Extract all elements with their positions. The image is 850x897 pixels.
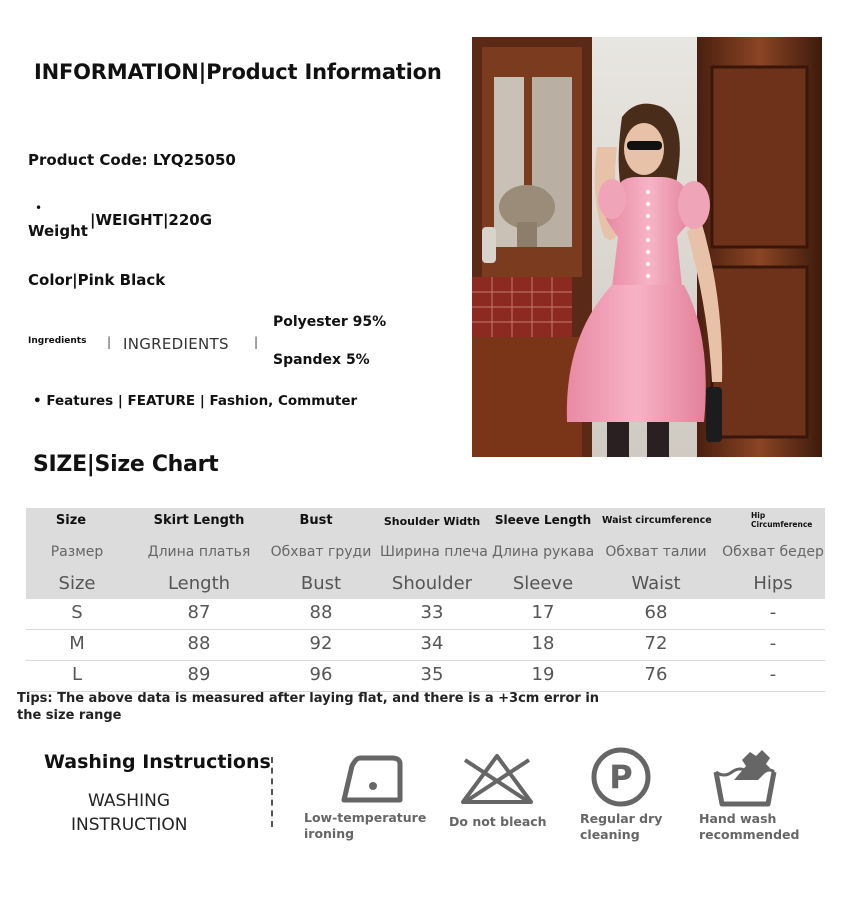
ingredient-polyester: Polyester 95% <box>273 314 387 330</box>
cell-hips: - <box>769 664 777 685</box>
size-table <box>26 508 825 692</box>
col-length-en: Skirt Length <box>153 513 245 528</box>
col-waist-en: Waist circumference <box>602 515 712 526</box>
col-sleeve-short: Sleeve <box>512 573 574 594</box>
dry-clean-label <box>580 811 662 843</box>
iron-label <box>304 810 426 842</box>
size-table-header <box>26 508 825 599</box>
product-code: Product Code: LYQ25050 <box>28 151 236 169</box>
dry-clean-label-line1: Regular dry <box>580 811 663 826</box>
cell-sleeve: 19 <box>531 664 555 685</box>
washing-subtitle-line1: WASHING <box>88 791 170 811</box>
washing-subtitle-line2: INSTRUCTION <box>71 815 188 835</box>
cell-bust: 96 <box>309 664 333 685</box>
product-photo <box>472 37 822 457</box>
col-size-ru: Размер <box>50 544 104 560</box>
weight-bullet: • <box>35 201 43 215</box>
iron-low-temperature-icon <box>338 752 406 810</box>
info-heading: INFORMATION|Product Information <box>34 60 442 84</box>
col-length-short: Length <box>167 573 231 594</box>
dry-clean-label-line2: cleaning <box>580 827 640 842</box>
cell-size: L <box>71 664 83 685</box>
bleach-label <box>449 814 547 830</box>
col-hips-short: Hips <box>753 573 793 594</box>
cell-waist: 72 <box>644 633 668 654</box>
ingredient-spandex: Spandex 5% <box>273 352 370 368</box>
iron-label-line2: ironing <box>304 826 355 841</box>
washing-divider <box>271 757 273 827</box>
washing-title: Washing Instructions <box>44 751 271 773</box>
cell-sleeve: 18 <box>531 633 555 654</box>
cell-length: 89 <box>187 664 211 685</box>
features-line: • Features | FEATURE | Fashion, Commuter <box>33 393 358 409</box>
col-shoulder-en: Shoulder Width <box>383 515 481 528</box>
cell-sleeve: 17 <box>531 602 555 623</box>
cell-size: M <box>69 633 85 654</box>
col-sleeve-ru: Длина рукава <box>492 544 595 560</box>
col-length-ru: Длина платья <box>147 544 251 560</box>
col-hips-en: Hip Circumference <box>751 511 813 529</box>
cell-length: 88 <box>187 633 211 654</box>
cell-hips: - <box>769 633 777 654</box>
cell-length: 87 <box>187 602 211 623</box>
col-waist-short: Waist <box>631 573 681 594</box>
color-value: Color|Pink Black <box>28 271 166 289</box>
cell-bust: 92 <box>309 633 333 654</box>
size-chart-heading: SIZE|Size Chart <box>33 452 219 477</box>
ingredients-label: INGREDIENTS <box>123 335 229 353</box>
cell-hips: - <box>769 602 777 623</box>
cell-shoulder: 33 <box>420 602 444 623</box>
hand-wash-label-line2: recommended <box>699 827 800 842</box>
weight-label: Weight <box>28 222 88 240</box>
cell-shoulder: 35 <box>420 664 444 685</box>
col-bust-en: Bust <box>299 513 333 528</box>
table-row <box>26 630 825 661</box>
cell-waist: 76 <box>644 664 668 685</box>
col-size-en: Size <box>55 513 87 528</box>
hand-wash-icon <box>712 748 778 812</box>
dry-clean-p-icon <box>590 746 652 812</box>
cell-shoulder: 34 <box>420 633 444 654</box>
hand-wash-label <box>699 811 799 843</box>
col-sleeve-en: Sleeve Length <box>494 513 592 527</box>
ingredients-separator: | <box>107 335 112 349</box>
dry-clean-glyph: P <box>609 758 633 796</box>
bleach-label-line1: Do not bleach <box>449 814 547 829</box>
iron-label-line1: Low-temperature <box>304 810 427 825</box>
cell-bust: 88 <box>309 602 333 623</box>
cell-size: S <box>71 602 83 623</box>
hand-wash-label-line1: Hand wash <box>699 811 777 826</box>
col-bust-short: Bust <box>300 573 342 594</box>
model-in-pink-dress-illustration <box>472 37 822 457</box>
col-shoulder-short: Shoulder <box>391 573 473 594</box>
do-not-bleach-icon <box>459 752 535 810</box>
ingredients-small-label: Ingredients <box>28 336 87 346</box>
weight-value: |WEIGHT|220G <box>90 211 213 229</box>
col-shoulder-ru: Ширина плеча <box>380 544 488 560</box>
col-waist-ru: Обхват талии <box>605 544 707 560</box>
col-hips-ru: Обхват бедер <box>722 544 824 560</box>
ingredients-separator: | <box>254 335 259 349</box>
size-tips: Tips: The above data is measured after laying flat, and there is a +3cm error in the size range <box>17 691 600 723</box>
cell-waist: 68 <box>644 602 668 623</box>
col-bust-ru: Обхват груди <box>270 544 372 560</box>
table-row <box>26 599 825 630</box>
col-size-short: Size <box>58 573 96 594</box>
table-row <box>26 661 825 692</box>
